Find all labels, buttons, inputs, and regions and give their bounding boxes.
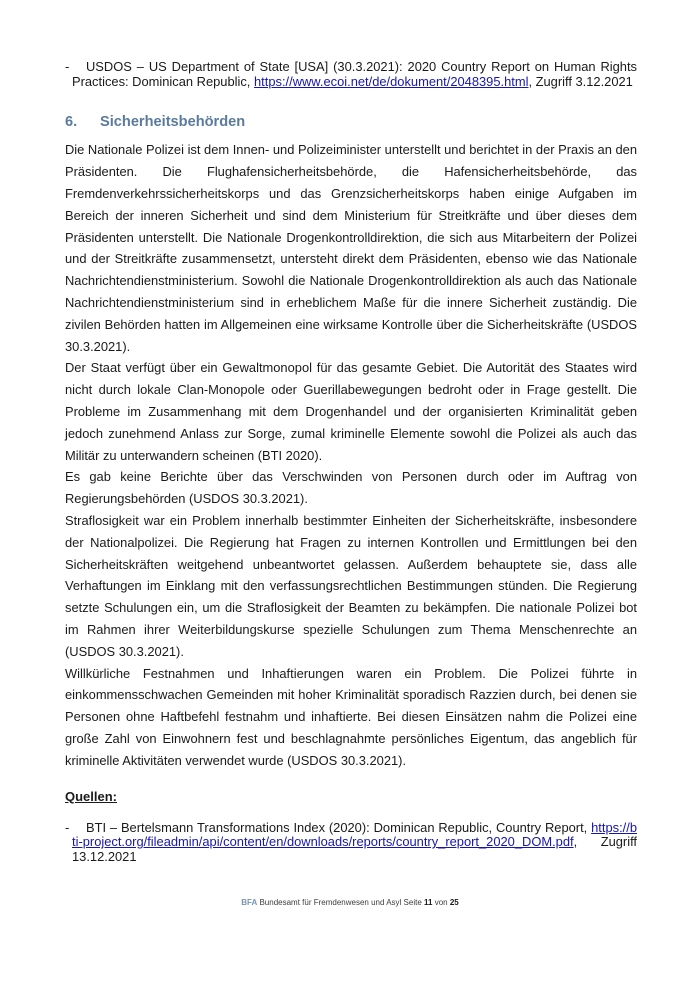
- page-footer: [0, 898, 700, 908]
- footer-page-number: 11: [424, 898, 433, 907]
- bullet-dash: -: [65, 59, 70, 74]
- footer-org-name: Bundesamt für Fremdenwesen und Asyl: [259, 898, 402, 907]
- sources-label: Quellen:: [65, 788, 118, 804]
- body-text-block: [65, 139, 637, 771]
- paragraph-disappearances: Es gab keine Berichte über das Verschwinden von Personen durch oder im Auftrag von Regierungsbehörden (USDOS 30.3.2021).: [65, 469, 637, 507]
- footer-of-word: von: [434, 898, 448, 907]
- paragraph-police-structure: Die Nationale Polizei ist dem Innen- und Polizeiminister unterstellt und berichtet in der Praxis an den Präsidenten. Die Flughafensicherheitsbehörde, die Hafensicherheitsbehörde, das Fremdenverkehrssicherheitskorps und das Grenzsicherheitskorps haben einige Aufgaben im Bereich der inneren Sicherheit und sind dem Ministerium für Streitkräfte und über dieses dem Präsidenten unterstellt. Die Nationale Drogenkontrolldirektion, die sich aus Mitarbeitern der Polizei und der Streitkräfte zusammensetzt, untersteht direkt dem Präsidenten, ebenso wie das Nationale Nachrichtendienstministerium. Sowohl die Nationale Drogenkontrolldirektion als auch das Nationale Nachrichtendienstministerium sind in erheblichem Maße für die innere Sicherheit zuständig. Die zivilen Behörden hatten im Allgemeinen eine wirksame Kontrolle über die Sicherheitskräfte (USDOS 30.3.2021).: [65, 142, 637, 354]
- paragraph-arbitrary-arrests: Willkürliche Festnahmen und Inhaftierungen waren ein Problem. Die Polizei führte in einkommensschwachen Gemeinden mit hoher Kriminalität sporadisch Razzien durch, bei denen sie Personen ohne Haftbefehl festnahm und inhaftierte. Bei diesen Einsätzen nahm die Polizei eine große Zahl von Einwohnern fest und beschlagnahmte persönliches Eigentum, das angeblich für kriminelle Aktivitäten verwendet wurde (USDOS 30.3.2021).: [65, 665, 637, 768]
- source-text-before-link: BTI – Bertelsmann Transformations Index (2020): Dominican Republic, Country Report,: [86, 819, 588, 835]
- source-text-after-link: , Zugriff 3.12.2021: [528, 73, 633, 89]
- bullet-dash: -: [65, 819, 70, 835]
- paragraph-state-monopoly: Der Staat verfügt über ein Gewaltmonopol für das gesamte Gebiet. Die Autorität des Staates wird nicht durch lokale Clan-Monopole oder Guerillabewegungen bedroht oder in Frage gestellt. Die Probleme im Zusammenhang mit dem Drogenhandel und der organisierten Kriminalität geben jedoch zunehmend Anlass zur Sorge, zumal kriminelle Elemente sowohl die Polizei als auch das Militär zu unterwandern scheinen (BTI 2020).: [65, 360, 637, 463]
- source-link-bti[interactable]: https://bti-project.org/fileadmin/api/content/en/downloads/reports/country_report_2020_DOM.pdf: [72, 819, 637, 850]
- source-link-ecoi[interactable]: https://www.ecoi.net/de/dokument/2048395.html: [254, 73, 529, 89]
- footer-total-pages: 25: [449, 898, 459, 907]
- section-title: Sicherheitsbehörden: [100, 114, 246, 131]
- section-number: 6.: [65, 114, 78, 131]
- source-entry-bti: [65, 821, 637, 865]
- source-text-after-link: , Zugriff 13.12.2021: [72, 834, 637, 864]
- source-entry-usdos: [65, 60, 637, 89]
- source-text-before-link: USDOS – US Department of State [USA] (30.3.2021): 2020 Country Report on Human Rights Practices: Dominican Republic,: [72, 59, 637, 89]
- section-heading: [65, 114, 637, 130]
- paragraph-impunity: Straflosigkeit war ein Problem innerhalb bestimmter Einheiten der Sicherheitskräfte, insbesondere der Nationalpolizei. Die Regierung hat Fragen zu internen Kontrollen und Ermittlungen bei den Sicherheitskräften weitgehend unbeantwortet gelassen. Außerdem behauptete sie, dass alle Verhaftungen im Einklang mit den verfassungsrechtlichen Bestimmungen stünden. Die Regierung setzte Schulungen ein, um die Straflosigkeit der Beamten zu bekämpfen. Die nationale Polizei bot im Rahmen ihrer Weiterbildungskurse spezielle Schulungen zum Thema Menschenrechte an (USDOS 30.3.2021).: [65, 512, 637, 659]
- footer-org-abbr: BFA: [241, 898, 258, 907]
- footer-page-word: Seite: [403, 898, 422, 907]
